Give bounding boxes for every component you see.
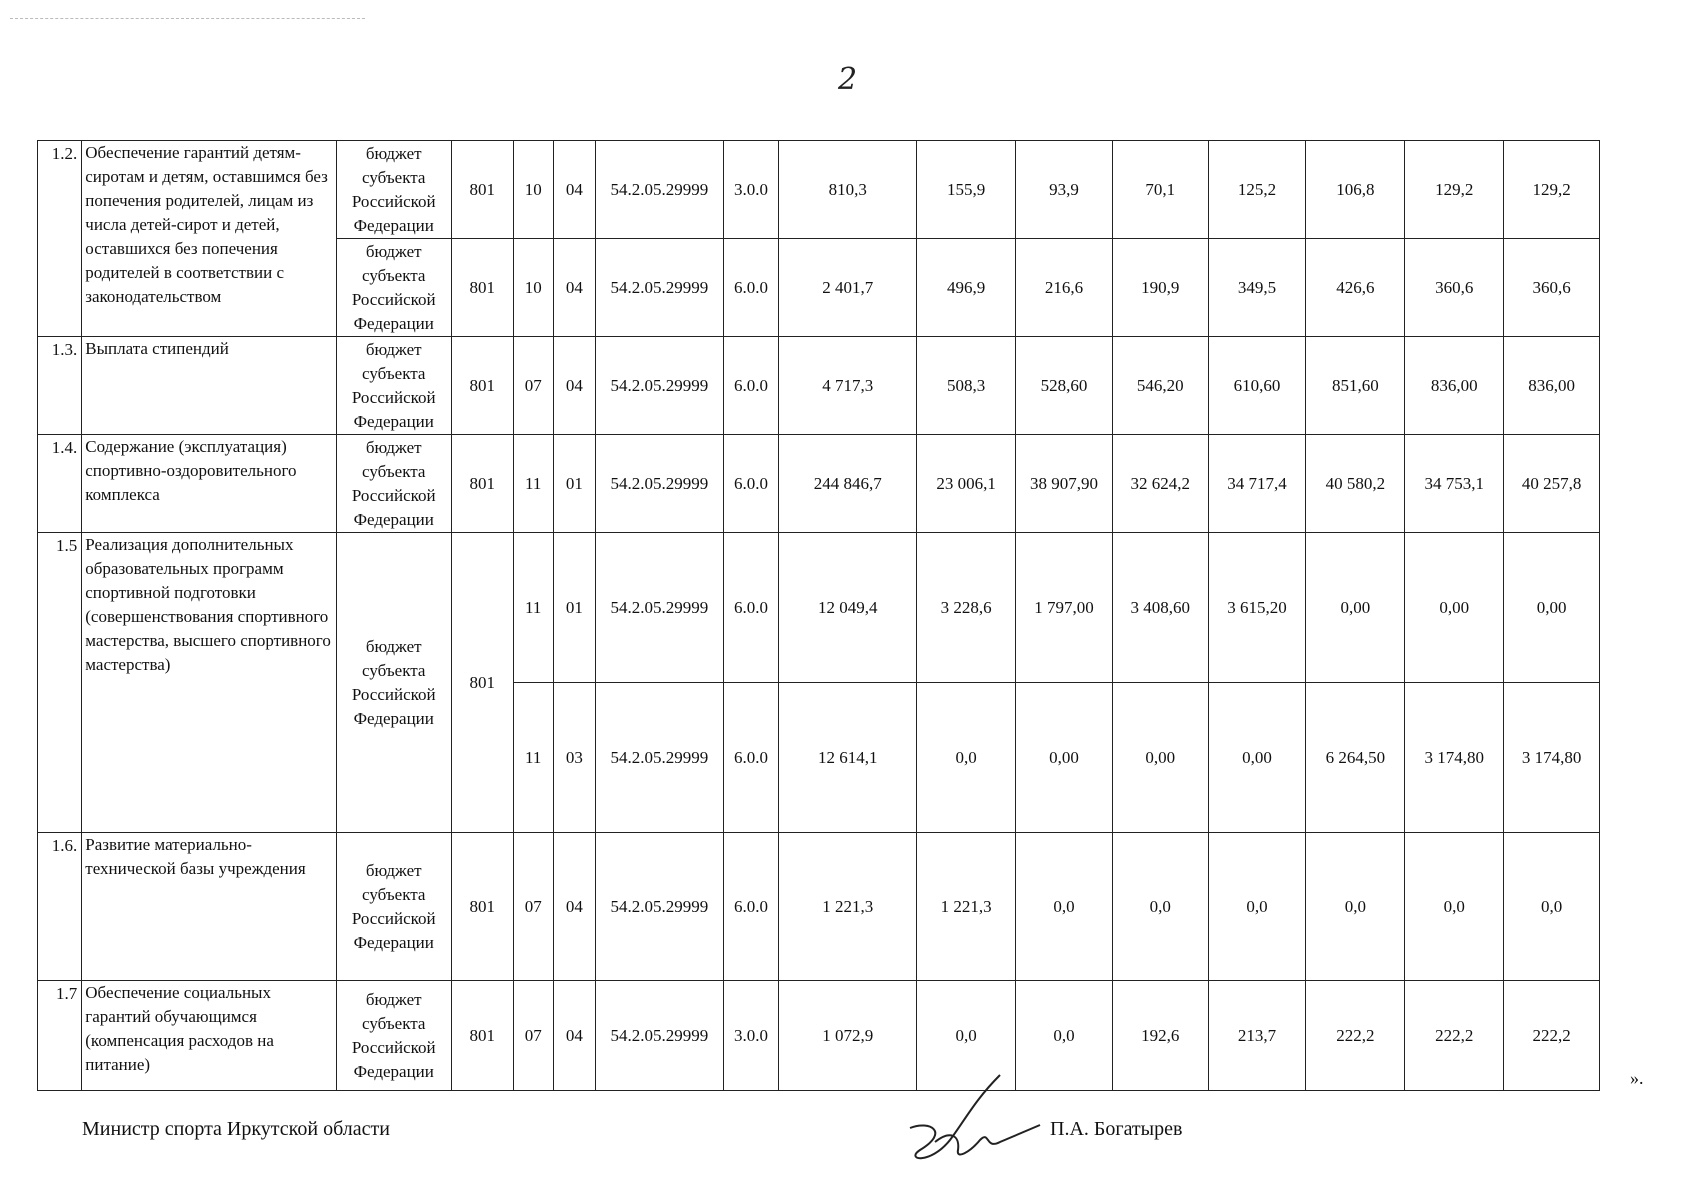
row-name: Обеспечение социальных гарантий обучающимся (компенсация расходов на питание) [82,981,336,1091]
section-code: 11 [513,683,553,833]
expense-type-code: 6.0.0 [723,533,779,683]
row-number: 1.3. [38,337,82,435]
row-number: 1.4. [38,435,82,533]
section-code: 07 [513,833,553,981]
amount-cell: 0,0 [1306,833,1405,981]
row-number: 1.6. [38,833,82,981]
row-name: Развитие материально-технической базы учреждения [82,833,336,981]
section-code: 10 [513,239,553,337]
amount-cell: 93,9 [1016,141,1113,239]
amount-cell: 0,0 [1405,833,1504,981]
funding-source: бюджет субъекта Российской Федерации [336,337,451,435]
table-row [38,141,1600,239]
amount-cell: 851,60 [1306,337,1405,435]
funding-source: бюджет субъекта Российской Федерации [336,435,451,533]
section-code: 11 [513,435,553,533]
row-number: 1.5 [38,533,82,833]
closing-quote-mark: ». [1630,1068,1644,1088]
amount-cell: 3 228,6 [917,533,1016,683]
amount-cell: 496,9 [917,239,1016,337]
subsection-code: 04 [553,141,595,239]
amount-cell: 129,2 [1504,141,1600,239]
amount-cell: 222,2 [1306,981,1405,1091]
table-row [38,435,1600,533]
amount-cell: 222,2 [1504,981,1600,1091]
grbs-code: 801 [451,833,513,981]
amount-cell: 192,6 [1112,981,1208,1091]
amount-cell: 32 624,2 [1112,435,1208,533]
amount-cell: 360,6 [1504,239,1600,337]
table-row [38,337,1600,435]
amount-cell: 836,00 [1504,337,1600,435]
funding-source: бюджет субъекта Российской Федерации [336,833,451,981]
amount-cell: 546,20 [1112,337,1208,435]
table-row [38,533,1600,683]
amount-cell: 836,00 [1405,337,1504,435]
subsection-code: 04 [553,833,595,981]
page-number: 2 [838,62,858,97]
subsection-code: 01 [553,435,595,533]
target-article-code: 54.2.05.29999 [596,239,724,337]
amount-cell: 3 174,80 [1405,683,1504,833]
amount-cell: 508,3 [917,337,1016,435]
scan-artifact-line [10,18,365,21]
amount-cell: 244 846,7 [779,435,917,533]
amount-cell: 6 264,50 [1306,683,1405,833]
budget-table [37,140,1600,1091]
amount-cell: 0,00 [1504,533,1600,683]
amount-cell: 2 401,7 [779,239,917,337]
expense-type-code: 6.0.0 [723,683,779,833]
amount-cell: 12 049,4 [779,533,917,683]
section-code: 10 [513,141,553,239]
amount-cell: 222,2 [1405,981,1504,1091]
amount-cell: 1 221,3 [779,833,917,981]
amount-cell: 129,2 [1405,141,1504,239]
amount-cell: 610,60 [1208,337,1306,435]
amount-cell: 155,9 [917,141,1016,239]
amount-cell: 40 580,2 [1306,435,1405,533]
amount-cell: 528,60 [1016,337,1113,435]
target-article-code: 54.2.05.29999 [596,981,724,1091]
subsection-code: 04 [553,981,595,1091]
amount-cell: 216,6 [1016,239,1113,337]
target-article-code: 54.2.05.29999 [596,337,724,435]
amount-cell: 0,0 [917,981,1016,1091]
amount-cell: 0,0 [917,683,1016,833]
amount-cell: 0,0 [1112,833,1208,981]
grbs-code: 801 [451,239,513,337]
amount-cell: 349,5 [1208,239,1306,337]
amount-cell: 0,00 [1405,533,1504,683]
amount-cell: 0,00 [1306,533,1405,683]
funding-source: бюджет субъекта Российской Федерации [336,141,451,239]
grbs-code: 801 [451,141,513,239]
section-code: 07 [513,337,553,435]
footer-signatory-title: Министр спорта Иркутской области [82,1118,390,1140]
section-code: 11 [513,533,553,683]
amount-cell: 213,7 [1208,981,1306,1091]
row-name: Выплата стипендий [82,337,336,435]
amount-cell: 23 006,1 [917,435,1016,533]
amount-cell: 360,6 [1405,239,1504,337]
amount-cell: 0,0 [1016,981,1113,1091]
amount-cell: 106,8 [1306,141,1405,239]
amount-cell: 0,0 [1504,833,1600,981]
row-number: 1.7 [38,981,82,1091]
row-name: Обеспечение гарантий детям-сиротам и детям, оставшимся без попечения родителей, лицам из числа детей-сирот и детей, оставшихся без попечения родителей в соответствии с законодательством [82,141,336,337]
amount-cell: 0,0 [1208,833,1306,981]
amount-cell: 3 408,60 [1112,533,1208,683]
grbs-code: 801 [451,337,513,435]
target-article-code: 54.2.05.29999 [596,533,724,683]
grbs-code: 801 [451,533,513,833]
amount-cell: 12 614,1 [779,683,917,833]
expense-type-code: 3.0.0 [723,981,779,1091]
expense-type-code: 6.0.0 [723,337,779,435]
amount-cell: 0,00 [1112,683,1208,833]
amount-cell: 34 753,1 [1405,435,1504,533]
amount-cell: 4 717,3 [779,337,917,435]
grbs-code: 801 [451,435,513,533]
amount-cell: 40 257,8 [1504,435,1600,533]
subsection-code: 03 [553,683,595,833]
amount-cell: 0,00 [1016,683,1113,833]
target-article-code: 54.2.05.29999 [596,141,724,239]
amount-cell: 38 907,90 [1016,435,1113,533]
amount-cell: 0,0 [1016,833,1113,981]
table-row [38,833,1600,981]
handwritten-signature [890,1070,1050,1180]
footer-signatory-name: П.А. Богатырев [1050,1118,1183,1140]
amount-cell: 34 717,4 [1208,435,1306,533]
expense-type-code: 6.0.0 [723,833,779,981]
expense-type-code: 6.0.0 [723,435,779,533]
grbs-code: 801 [451,981,513,1091]
amount-cell: 190,9 [1112,239,1208,337]
amount-cell: 70,1 [1112,141,1208,239]
amount-cell: 3 174,80 [1504,683,1600,833]
row-number: 1.2. [38,141,82,337]
funding-source: бюджет субъекта Российской Федерации [336,239,451,337]
amount-cell: 1 072,9 [779,981,917,1091]
funding-source: бюджет субъекта Российской Федерации [336,981,451,1091]
amount-cell: 1 797,00 [1016,533,1113,683]
row-name: Реализация дополнительных образовательных программ спортивной подготовки (совершенствования спортивного мастерства, высшего спортивного мастерства) [82,533,336,833]
amount-cell: 0,00 [1208,683,1306,833]
expense-type-code: 3.0.0 [723,141,779,239]
row-name: Содержание (эксплуатация) спортивно-оздоровительного комплекса [82,435,336,533]
amount-cell: 3 615,20 [1208,533,1306,683]
target-article-code: 54.2.05.29999 [596,833,724,981]
subsection-code: 01 [553,533,595,683]
expense-type-code: 6.0.0 [723,239,779,337]
target-article-code: 54.2.05.29999 [596,435,724,533]
table-row [38,981,1600,1091]
subsection-code: 04 [553,239,595,337]
amount-cell: 1 221,3 [917,833,1016,981]
funding-source: бюджет субъекта Российской Федерации [336,533,451,833]
amount-cell: 426,6 [1306,239,1405,337]
subsection-code: 04 [553,337,595,435]
amount-cell: 810,3 [779,141,917,239]
section-code: 07 [513,981,553,1091]
target-article-code: 54.2.05.29999 [596,683,724,833]
amount-cell: 125,2 [1208,141,1306,239]
